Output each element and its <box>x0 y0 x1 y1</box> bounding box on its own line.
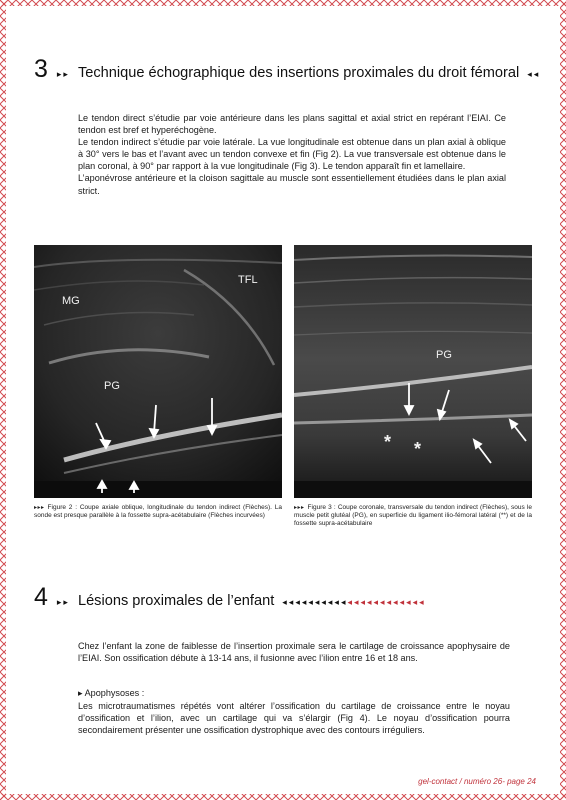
arrows-red: ◂◂◂◂◂◂◂◂◂◂◂◂ <box>347 597 426 607</box>
paragraph: Chez l’enfant la zone de faiblesse de l’insertion proximale sera le cartilage de croissance apophysaire de l’EIAI. Son ossification débute à 13-14 ans, il fusionne avec l’ilion entre 16 et 18 ans. <box>78 641 510 664</box>
paragraph: Le tendon indirect s’étudie par voie latérale. La vue longitudinale est obtenue dans un plan axial à oblique à 30° vers le bas et l’avant avec un tendon convexe et fin (Fig 2). La vue transversale est obtenue dans le plan coronal, à 90° par rapport à la vue longitudinale (Fig 3). Le tendon apparaît fin et lamellaire. <box>78 137 506 172</box>
section-3-body <box>78 112 506 197</box>
section-4-intro <box>78 640 510 664</box>
section-title: Lésions proximales de l’enfant <box>77 593 275 609</box>
figure-2-ultrasound-image <box>34 245 282 498</box>
label-star: * <box>414 439 422 459</box>
page-footer: gel-contact / numéro 26- page 24 <box>418 777 536 786</box>
arrow-markers <box>294 245 532 498</box>
figure-3-caption <box>294 504 532 528</box>
section-title: Technique échographique des insertions proximales du droit fémoral <box>77 65 520 81</box>
paragraph: Le tendon direct s’étudie par voie antérieure dans les plans sagittal et axial strict en repérant l’EIAI. Ce tendon est bref et hyperéchogène. <box>78 113 506 136</box>
caption-text: Figure 2 : Coupe axiale oblique, longitudinale du tendon indirect (Flèches). La sonde est presque parallèle à la fossette supra-acétabulaire (Flèches incurvées) <box>34 504 282 519</box>
arrows-left: ▸▸ <box>56 69 70 79</box>
label-pg: PG <box>104 380 120 392</box>
arrows-dark: ◂◂◂◂◂◂◂◂◂◂ <box>282 597 348 607</box>
caption-text: Figure 3 : Coupe coronale, transversale du tendon indirect (Flèches), sous le muscle petit glutéal (PG), en superficie du ligament ilio-fémoral latéral (**) et de la fossette supra-acétabulaire <box>294 504 532 527</box>
label-pg: PG <box>436 349 452 361</box>
label-mg: MG <box>62 295 80 307</box>
arrow-markers <box>34 245 282 498</box>
section-3-heading <box>34 57 540 82</box>
paragraph: Les microtraumatismes répétés vont altérer l’ossification du cartilage de croissance entre le noyau d’ossification et l’ilion, avec un cartilage qui va s’élargir (Fig 4). Le noyau d’ossification pourra secondairement présenter une ossification dystrophique avec des contours irréguliers. <box>78 701 510 736</box>
section-number: 3 <box>34 55 48 83</box>
section-number: 4 <box>34 583 48 611</box>
sub-heading: ▸ Apophysoses : <box>78 688 145 698</box>
paragraph: L’aponévrose antérieure et la cloison sagittale au muscle sont essentiellement étudiées dans le plan axial strict. <box>78 173 506 196</box>
figure-2-caption <box>34 504 282 520</box>
figure-3-ultrasound-image <box>294 245 532 498</box>
caption-arrows: ▸▸▸ <box>294 505 305 511</box>
arrows-right: ◂◂ <box>527 69 541 79</box>
label-tfl: TFL <box>238 274 258 286</box>
caption-arrows: ▸▸▸ <box>34 505 45 511</box>
label-star: * <box>384 432 392 452</box>
section-4-body <box>78 700 510 736</box>
arrows-left: ▸▸ <box>56 597 70 607</box>
section-4-heading <box>34 585 426 610</box>
arrows-right <box>282 597 425 608</box>
